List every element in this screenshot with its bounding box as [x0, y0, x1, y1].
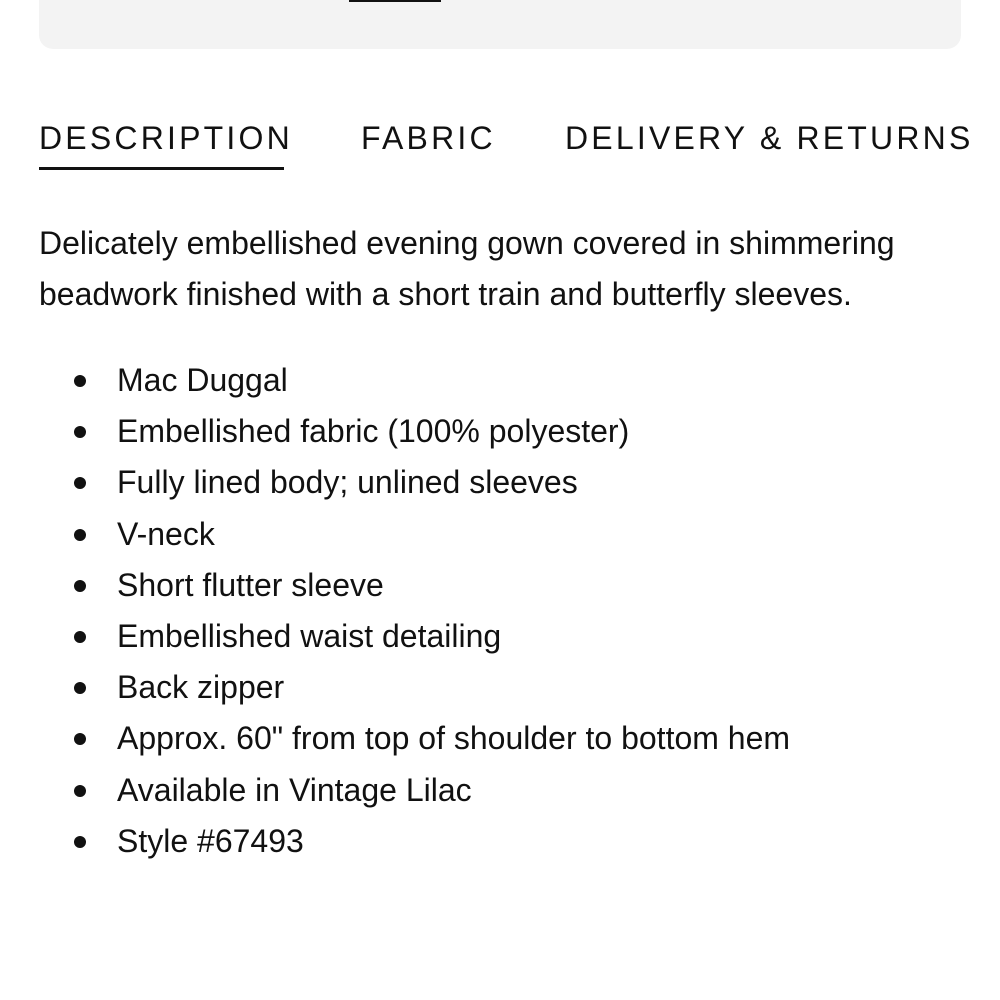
bullet-icon [74, 836, 86, 848]
product-tabs [39, 118, 974, 172]
feature-text: V-neck [117, 515, 215, 552]
feature-text: Back zipper [117, 669, 285, 706]
list-item [39, 560, 961, 611]
feature-text: Embellished waist detailing [117, 617, 502, 654]
info-card-link-underline[interactable] [349, 0, 441, 2]
feature-text: Short flutter sleeve [117, 566, 384, 603]
bullet-icon [74, 375, 86, 387]
feature-text: Available in Vintage Lilac [117, 771, 472, 808]
list-item [39, 457, 961, 508]
bullet-icon [74, 426, 86, 438]
feature-text: Embellished fabric (100% polyester) [117, 413, 630, 450]
list-item [39, 662, 961, 713]
feature-text: Mac Duggal [117, 362, 288, 398]
feature-text: Approx. 60" from top of shoulder to bottom hem [117, 720, 791, 757]
feature-list [39, 355, 961, 867]
bullet-icon [74, 529, 86, 541]
bullet-icon [74, 580, 86, 592]
feature-text: Style #67493 [117, 822, 304, 859]
tab-fabric[interactable]: FABRIC [361, 120, 496, 156]
list-item [39, 713, 961, 764]
tab-delivery-returns[interactable]: DELIVERY & RETURNS [565, 120, 974, 156]
tab-description[interactable]: DESCRIPTION [39, 120, 293, 156]
bullet-icon [74, 785, 86, 797]
info-card [39, 0, 961, 49]
bullet-icon [74, 631, 86, 643]
list-item [39, 816, 961, 867]
bullet-icon [74, 733, 86, 745]
list-item [39, 406, 961, 457]
list-item [39, 355, 961, 406]
feature-text: Fully lined body; unlined sleeves [117, 464, 578, 501]
bullet-icon [74, 477, 86, 489]
product-description: Delicately embellished evening gown covered in shimmering beadwork finished with a short train and butterfly sleeves. [39, 225, 895, 312]
list-item [39, 611, 961, 662]
list-item [39, 765, 961, 816]
bullet-icon [74, 682, 86, 694]
list-item [39, 509, 961, 560]
